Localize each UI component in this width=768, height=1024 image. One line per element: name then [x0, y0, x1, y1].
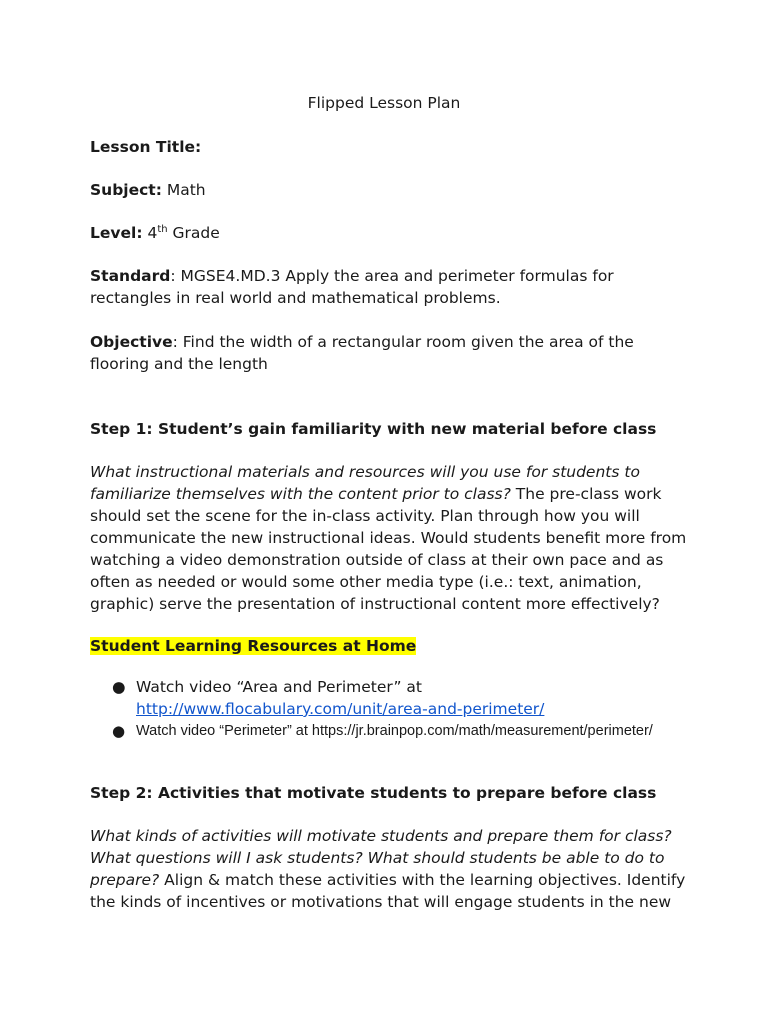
step2-paragraph [90, 825, 690, 913]
flocabulary-link[interactable]: http://www.flocabulary.com/unit/area-and-perimeter/ [136, 700, 545, 718]
level-label: Level: [90, 224, 143, 242]
document-title: Flipped Lesson Plan [307, 94, 461, 112]
bullet-icon: ● [112, 678, 126, 696]
level-line [90, 222, 690, 244]
resource-2-text: Watch video “Perimeter” at https://jr.brainpop.com/math/measurement/perimeter/ [136, 723, 653, 739]
step1-question: What instructional materials and resources will you use for students to familiarize themselves with the content prior to class? [90, 463, 640, 503]
standard-text: : MGSE4.MD.3 Apply the area and perimeter formulas for rectangles in real world and mathematical problems. [90, 267, 614, 307]
step2-heading: Step 2: Activities that motivate students to prepare before class [90, 784, 657, 802]
step1-heading: Step 1: Student’s gain familiarity with new material before class [90, 420, 657, 438]
lesson-title-label: Lesson Title: [90, 138, 202, 156]
standard-label: Standard [90, 267, 171, 285]
lesson-title-line [90, 136, 690, 158]
resources-heading: Student Learning Resources at Home [90, 637, 417, 655]
step1-paragraph [90, 461, 690, 615]
standard-paragraph [90, 265, 690, 309]
level-value-number: 4 [142, 224, 158, 242]
list-item [90, 721, 710, 741]
objective-text: : Find the width of a rectangular room given the area of the flooring and the length [90, 333, 634, 373]
step1-body: The pre-class work should set the scene for the in-class activity. Plan through how you will communicate the new instructional ideas. Would students benefit more from watching a video demonstration outside of class at their own pace and as often as needed or would some other media type (i.e.: text, animation, graphic) serve the presentation of instructional content more effectively? [90, 485, 687, 613]
resources-list [90, 676, 710, 741]
list-item [90, 676, 710, 720]
resources-heading-line [90, 635, 690, 657]
step2-question: What kinds of activities will motivate students and prepare them for class? What questions will I ask students? What should students be able to do to prepare? [90, 827, 672, 889]
subject-label: Subject: [90, 181, 162, 199]
level-value-suffix: Grade [167, 224, 220, 242]
step2-body: Align & match these activities with the learning objectives. Identify the kinds of incentives or motivations that will engage students in the new [90, 871, 686, 911]
bullet-icon: ● [112, 722, 126, 740]
subject-value: Math [161, 181, 206, 199]
objective-paragraph [90, 331, 690, 375]
subject-line [90, 179, 690, 201]
resource-1-text: Watch video “Area and Perimeter” at [136, 678, 422, 696]
objective-label: Objective [90, 333, 173, 351]
level-value-superscript: th [157, 223, 168, 235]
